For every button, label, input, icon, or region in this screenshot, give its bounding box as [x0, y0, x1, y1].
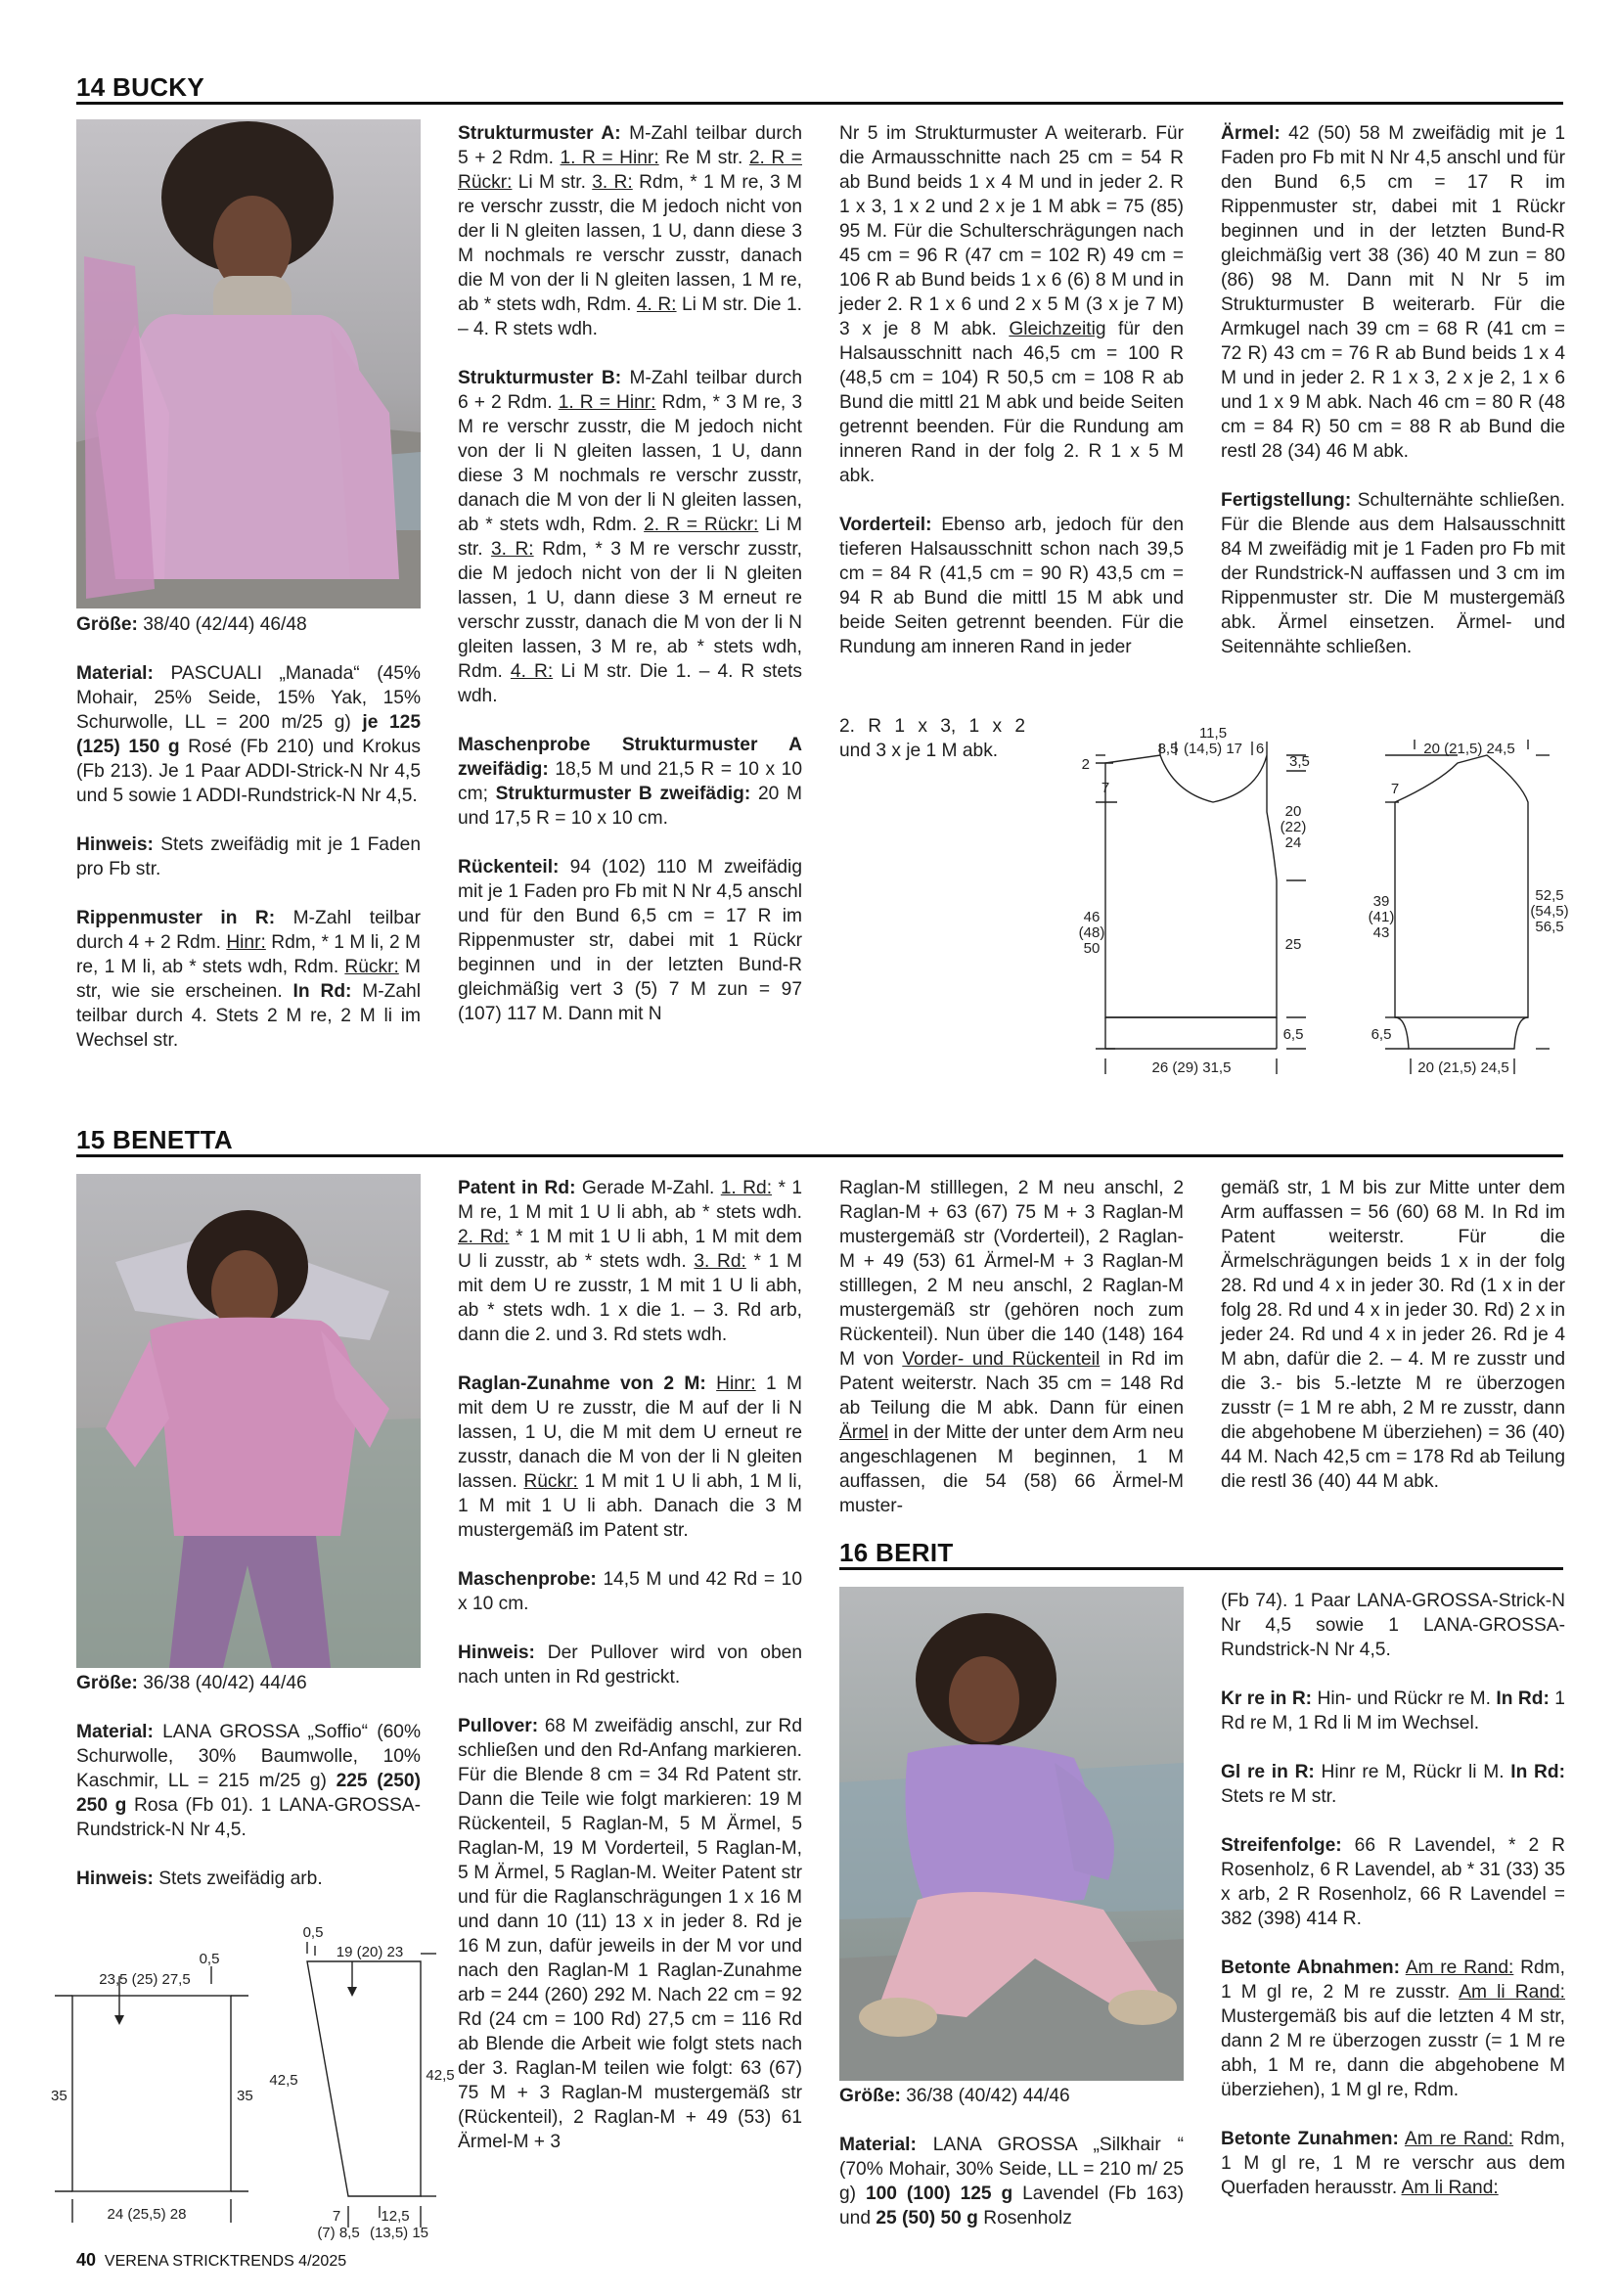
dim-right-65: 6,5 — [1282, 1026, 1304, 1043]
dim-body-05: 0,5 — [199, 1951, 220, 1967]
dim-neck: 11,5 — [1198, 725, 1228, 742]
text: 2. R = Rückr: — [644, 515, 759, 535]
back-piece — [458, 855, 802, 1026]
text: Rdm, * 1 M li, 2 M re, 1 M li, ab * stets wdh, Rdm. — [76, 932, 421, 977]
label: Gl re in R: — [1221, 1762, 1315, 1782]
gauge — [458, 733, 802, 831]
dim-sleeve-52: 52,5 — [1535, 887, 1564, 904]
text: 66 R Lavendel, * 2 R Rosenholz, 6 R Lavendel, ab * 31 (33) 35 x arb, 2 R Rosenholz, 66 R Lavendel = 382 (398) 414 R. — [1221, 1835, 1565, 1929]
text: 36/38 (40/42) 44/46 — [137, 1673, 307, 1693]
photo-woman-lavender-sweater — [839, 1587, 1184, 2081]
diagram-benetta-sleeve — [264, 1913, 460, 2245]
dim-body-left: 35 — [51, 2088, 67, 2104]
dim-body-right: 35 — [237, 2088, 253, 2104]
photo-berit — [839, 1587, 1184, 2081]
text: 68 M zweifädig anschl, zur Rd schließen und den Rd-Anfang markieren. Für die Blende 8 cm = 34 Rd Patent str. Dann die Teile wie folgt markieren: 19 M Rückenteil, 5 Raglan-M, 5 M Ärmel, 5 Raglan-M, 19 M Vorderteil, 5 Raglan-M, 5 M Ärmel, 5 Raglan-M. Weiter Patent str und für die Raglanschrägungen 1 x 16 M und dann 10 (11) 13 x in jeder 8. Rd je 16 M zun, dafür jeweils in der M vor und nach den Raglan-M 1 Raglan-Zunahme arb = 244 (260) 292 M. Nach 22 cm = 92 Rd (24 cm = 100 Rd) 27,5 cm = 116 Rd ab Blende die Arbeit wie folgt stets nach der 3. Raglan-M teilen wie folgt: 63 (67) 75 M + 3 Raglan-M mustergemäß str (Rückenteil), 2 Raglan-M + 49 (53) 61 Ärmel-M + 3 — [458, 1716, 802, 2152]
label: Pullover: — [458, 1716, 539, 1736]
page-footer — [76, 2250, 346, 2271]
text: 4. R: — [636, 294, 677, 315]
text: 1. R = Hinr: — [560, 148, 659, 168]
text: Ebenso arb, jedoch für den tieferen Halsausschnitt schon nach 39,5 cm = 84 R (41,5 cm = 90 R) 43,5 cm = 94 R ab Bund die mittl 15 M abk und beide Seiten getrennt beenden. Für die Rundung am inneren Rand in jeder — [839, 515, 1184, 657]
photo-woman-pink-raglan-sweater — [76, 1174, 421, 1668]
benetta-col-2 — [458, 1176, 802, 2154]
text: Der Pullover wird von oben nach unten in Rd gestrickt. — [458, 1643, 802, 1688]
bucky-col-1 — [76, 612, 421, 1053]
text: 1 M mit dem U re zusstr, die M auf der li N lassen, 1 U, die M mit dem U erneut re zusstr, danach die M von der li N gleiten lassen. — [458, 1373, 802, 1492]
text: Hinr re M, Rückr li M. — [1314, 1762, 1511, 1782]
text: 3. R: — [592, 172, 633, 193]
text: M-Zahl teilbar durch 6 + 2 Rdm. — [458, 368, 802, 413]
stripe-sequence — [1221, 1833, 1565, 1931]
label: Material: — [76, 1722, 154, 1742]
magazine-name: VERENA STRICKTRENDS 4/2025 — [104, 2253, 347, 2270]
label: Material: — [76, 663, 154, 684]
text: Stets zweifädig arb. — [153, 1868, 323, 1889]
text: M-Zahl teilbar durch 5 + 2 Rdm. — [458, 123, 803, 168]
text: Hin- und Rückr re M. — [1312, 1688, 1497, 1709]
berit-material — [839, 2133, 1184, 2230]
dim-sleeve-top: 19 (20) 23 — [336, 1944, 404, 1960]
bucky-rib-pattern — [76, 906, 421, 1053]
text: Stets re M str. — [1221, 1786, 1337, 1807]
text: Lavendel (Fb 163) und — [839, 2183, 1184, 2228]
dim-body-top: 23,5 (25) 27,5 — [99, 1971, 191, 1988]
label: Rippenmuster in R: — [76, 908, 276, 928]
dim-right-20: 20 — [1284, 803, 1302, 820]
text: PASCUALI „Manada“ (45% Mohair, 25% Seide, 15% Yak, 15% Schurwolle, LL = 200 m/25 g) — [76, 663, 421, 733]
benetta-gauge — [458, 1567, 802, 1616]
text: (Fb 74). 1 Paar LANA-GROSSA-Strick-N Nr 4,5 sowie 1 LANA-GROSSA-Rundstrick-N Nr 4,5. — [1221, 1591, 1565, 1660]
page-number: 40 — [76, 2250, 97, 2270]
text: Am re Rand: — [1404, 2129, 1514, 2149]
text: Rdm, * 3 M re verschr zusstr, die M jedoch nicht von der li N gleiten lassen, 1 U, dann diese 3 M erneut re verschr zusstr, danach die M von der li N gleiten lassen, 3 M re, ab * stets wdh, Rdm. — [458, 539, 802, 682]
dim-sleeve-top: 20 (21,5) 24,5 — [1423, 741, 1515, 757]
sleeve-shape — [307, 1961, 421, 2196]
text: Mustergemäß bis auf die letzten 4 M str, dann 2 M re überzogen zusstr (= 1 M re abh, 1 M re, dann die abgehobene M überziehen), 1 M gl re, Rdm. — [1221, 2006, 1565, 2100]
benetta-size — [76, 1671, 421, 1695]
increases — [1221, 2127, 1565, 2200]
text: Rdm, * 1 M re, 3 M re verschr zusstr, die M jedoch nicht von der li N gleiten lassen, 1 U, dann diese 3 M nochmals re verschr zusstr, danach die M von der li N gleiten lassen, 1 M re, ab * stets wdh, Rdm. — [458, 172, 803, 315]
dim-sleeve-05: 0,5 — [302, 1924, 324, 1941]
benetta-col-4 — [1221, 1176, 1565, 1494]
photo-bucky — [76, 119, 421, 608]
text: 25 (50) 50 g — [876, 2208, 978, 2228]
text: M str, wie sie erscheinen. — [76, 957, 421, 1002]
label: Fertigstellung: — [1221, 490, 1352, 511]
dim-right-25: 25 — [1284, 936, 1302, 953]
text: 1. R = Hinr: — [558, 392, 656, 413]
garter-stitch — [1221, 1687, 1565, 1735]
decreases — [1221, 1956, 1565, 2102]
benetta-col-1 — [76, 1671, 421, 1891]
text: Li M str. — [512, 172, 593, 193]
label: Material: — [839, 2135, 917, 2155]
label: Größe: — [839, 2086, 901, 2106]
text: 3. Rd: — [694, 1251, 746, 1272]
text: Rosenholz — [977, 2208, 1072, 2228]
text: * 1 M mit 1 U li abh, 1 M mit dem U li zusstr, ab * stets wdh. — [458, 1227, 802, 1272]
benetta-material — [76, 1720, 421, 1842]
front-piece — [839, 513, 1184, 659]
benetta-col-3 — [839, 1176, 1184, 1518]
dim-bottom: 26 (29) 31,5 — [1151, 1059, 1232, 1076]
text: Strukturmuster B zweifädig: — [495, 784, 751, 804]
benetta-hint — [76, 1867, 421, 1891]
dim-body-bottom: 24 (25,5) 28 — [107, 2206, 187, 2223]
dim-sleeve-39: 39 — [1372, 893, 1390, 910]
text: * 1 M re, 1 M mit 1 U li abh, ab * stets wdh. — [458, 1178, 802, 1223]
photo-woman-pink-sweater — [76, 119, 421, 608]
text: 100 (100) 125 g — [865, 2183, 1013, 2204]
dim-left-46: 46 — [1083, 909, 1101, 925]
pullover-cont — [839, 1176, 1184, 1518]
dim-sleeve-left: 42,5 — [269, 2072, 298, 2089]
dim-right-35: 3,5 — [1289, 753, 1310, 770]
bucky-col-3-tail — [839, 714, 1025, 763]
dim-left-50: 50 — [1083, 940, 1101, 957]
text: und 3 x je 1 M abk. — [839, 741, 999, 761]
text: in Rd im Patent weiterstr. Nach 35 cm = 148 Rd ab Teilung die M abk. Dann für einen — [839, 1349, 1184, 1418]
text: 20 M und 17,5 R = 10 x 10 cm. — [458, 784, 802, 829]
section-title-15: 15 BENETTA — [76, 1125, 233, 1154]
section-title-16: 16 BERIT — [839, 1538, 954, 1567]
bucky-col-2 — [458, 121, 802, 1026]
text: 94 (102) 110 M zweifädig mit je 1 Faden pro Fb mit N Nr 4,5 anschl und für den Bund 6,5 cm = 17 R im Rippenmuster str, dabei mit 1 Rückr beginnen und in der letzten Bund-R gleichmäßig vert 3 (5) 7 M zun = 97 (107) 117 M. Dann mit N — [458, 857, 802, 1024]
text: Am li Rand: — [1459, 1982, 1565, 2003]
text: 36/38 (40/42) 44/46 — [900, 2086, 1070, 2106]
pattern-b — [458, 366, 802, 708]
text: je 125 (125) 150 g — [76, 712, 421, 757]
text: 2. R 1 x 3, 1 x 2 — [839, 716, 1025, 737]
dim-sleeve-b1: 7 — [332, 2208, 341, 2225]
text: M-Zahl teilbar durch 4. Stets 2 M re, 2 M li im Wechsel str. — [76, 981, 421, 1051]
text: 2. R = Rückr: — [458, 148, 802, 193]
text: 14,5 M und 42 Rd = 10 x 10 cm. — [458, 1569, 802, 1614]
text: LANA GROSSA „Soffio“ (60% Schurwolle, 30% Baumwolle, 10% Kaschmir, LL = 215 m/25 g) — [76, 1722, 421, 1791]
text: in der Mitte der unter dem Arm neu angeschlagenen M beginnen, 1 M auffassen, die 54 (58) 66 Ärmel-M muster- — [839, 1422, 1184, 1516]
dim-sleeve-bottom: 20 (21,5) 24,5 — [1417, 1059, 1509, 1076]
bucky-col-4 — [1221, 121, 1565, 659]
dim-sleeve-43: 43 — [1372, 924, 1390, 941]
section-rule-16 — [839, 1567, 1563, 1570]
berit-col-3 — [839, 2084, 1184, 2230]
text: In Rd: — [292, 981, 352, 1002]
dim-sleeve-b2: 12,5 — [381, 2208, 410, 2225]
text: für den Halsausschnitt nach 46,5 cm = 100 R (48,5 cm = 104) R 50,5 cm = 108 R ab Bund die mittl 21 M abk und beide Seiten getrennt beenden. Für die Rundung am inneren Rand in der folg 2. R 1 x 5 M abk. — [839, 319, 1184, 486]
dim-sleeve-right: 42,5 — [426, 2067, 455, 2084]
text: M-Zahl teilbar durch 4 + 2 Rdm. — [76, 908, 421, 953]
text: * 1 M mit dem U re zusstr, 1 M mit 1 U li abh, ab * stets wdh. 1 x die 1. – 3. Rd arb, dann die 2. und 3. Rd stets wdh. — [458, 1251, 802, 1345]
text: In Rd: — [1510, 1762, 1565, 1782]
label: Hinweis: — [458, 1643, 535, 1663]
label: Strukturmuster A: — [458, 123, 621, 144]
diagram-bucky-sleeve — [1340, 704, 1569, 1096]
dim-left-7: 7 — [1101, 780, 1110, 796]
section-rule-14 — [76, 102, 1563, 105]
text: 38/40 (42/44) 46/48 — [137, 614, 307, 635]
section-rule-15 — [76, 1154, 1563, 1157]
text: 1. Rd: — [720, 1178, 773, 1198]
section-title-14: 14 BUCKY — [76, 72, 204, 102]
text: Hinr: — [226, 932, 266, 953]
label: Größe: — [76, 1673, 138, 1693]
text: Re M str. — [658, 148, 749, 168]
dim-sleeve-65: 6,5 — [1371, 1026, 1392, 1043]
text: Schulternähte schließen. Für die Blende aus dem Halsausschnitt 84 M zweifädig mit je 1 Faden pro Fb mit der Rundstrick-N auffassen und 3 cm im Rippenmuster str. Die M mustergemäß abk. Ärmel einsetzen. Ärmel- und Seitennähte schließen. — [1221, 490, 1565, 657]
text: Li M str. — [458, 515, 803, 560]
dim-left-2: 2 — [1081, 756, 1090, 773]
dim-top-right: 6 — [1255, 741, 1265, 757]
sleeve-cont — [1221, 1176, 1565, 1494]
berit-size — [839, 2084, 1184, 2108]
text: Rosa (Fb 01). 1 LANA-GROSSA-Rundstrick-N Nr 4,5. — [76, 1795, 421, 1840]
label: Hinweis: — [76, 834, 154, 855]
dim-sleeve-56: 56,5 — [1535, 919, 1564, 935]
text: Rdm, 1 M gl re, 1 M re verschr aus dem Querfaden herausstr. — [1221, 2129, 1565, 2198]
label: Kr re in R: — [1221, 1688, 1313, 1709]
text: Rdm, * 3 M re, 3 M re verschr zusstr, die M jedoch nicht von der li N gleiten lassen, 1 U, dann diese 3 M nochmals re verschr zusstr, danach die M von der li N gleiten lassen, ab * stets wdh, Rdm. — [458, 392, 802, 535]
diagram-bucky-body — [1066, 704, 1310, 1096]
pattern-a — [458, 121, 802, 341]
body-outline — [1105, 755, 1277, 1017]
text: Gleichzeitig — [1009, 319, 1106, 339]
photo-benetta — [76, 1174, 421, 1668]
dim-right-24: 24 — [1284, 834, 1302, 851]
text: LANA GROSSA „Silkhair “ (70% Mohair, 30% Seide, LL = 210 m/ 25 g) — [839, 2135, 1184, 2204]
dim-sleeve-b4: (13,5) 15 — [369, 2225, 429, 2241]
label: Streifenfolge: — [1221, 1835, 1342, 1856]
patent-round — [458, 1176, 802, 1347]
label: Größe: — [76, 614, 138, 635]
text: Stets zweifädig mit je 1 Faden pro Fb str. — [76, 834, 421, 879]
bucky-material — [76, 661, 421, 808]
raglan-increase — [458, 1372, 802, 1543]
text: Li M str. Die 1. – 4. R stets wdh. — [458, 294, 803, 339]
label: Rückenteil: — [458, 857, 560, 878]
dim-left-48: (48) — [1078, 924, 1105, 941]
text: Gerade M-Zahl. — [575, 1178, 721, 1198]
label: Vorderteil: — [839, 515, 932, 535]
text: Am li Rand: — [1401, 2178, 1499, 2198]
sleeve-outline — [1395, 755, 1528, 1049]
text: In Rd: — [1496, 1688, 1550, 1709]
text: Li M str. Die 1. – 4. R stets wdh. — [458, 661, 802, 706]
text: 42 (50) 58 M zweifädig mit je 1 Faden pro Fb mit N Nr 4,5 anschl und für den Bund 6,5 cm = 17 R im Rippenmuster str, dabei mit 1 Rückr beginnen und in der letzten Bund-R gleichmäßig vert 38 (36) 40 M zun = 80 (86) 98 M. Dann mit N Nr 5 im Strukturmuster B weiterarb. Für die Armkugel nach 39 cm = 68 R (41 cm = 72 R) 43 cm = 76 R ab Bund beids 1 x 4 M und in jeder 2. R 1 x 3, 2 x je 2, 1 x 6 und 1 x 9 M abk. Nach 46 cm = 80 R (48 cm = 84 R) 50 cm = 88 R ab Bund die restl 28 (34) 46 M abk. — [1221, 123, 1565, 462]
label: Maschenprobe Strukturmuster A zweifädig: — [458, 735, 802, 780]
dim-sleeve-54: (54,5) — [1530, 903, 1569, 920]
back-piece-cont — [839, 121, 1184, 488]
dim-sleeve-b3: (7) 8,5 — [317, 2225, 360, 2241]
bucky-size — [76, 612, 421, 637]
text: Rückr: — [344, 957, 399, 977]
text: 2. Rd: — [458, 1227, 510, 1247]
dim-right-22: (22) — [1280, 819, 1307, 835]
text: Ärmel — [839, 1422, 889, 1443]
diagram-benetta-body — [45, 1947, 262, 2235]
text: 225 (250) 250 g — [76, 1771, 421, 1816]
text: Rückr: — [523, 1471, 578, 1492]
dim-sleeve-7: 7 — [1390, 781, 1400, 797]
text: Rdm, 1 M gl re, 2 M re zusstr. — [1221, 1958, 1565, 2003]
text: 1 M mit 1 U li abh, 1 M li, 1 M mit 1 U li abh. Danach die 3 M mustergemäß im Patent str. — [458, 1471, 802, 1541]
label: Hinweis: — [76, 1868, 154, 1889]
dim-shoulder: 8,5 — [1157, 741, 1179, 757]
label: Betonte Zunahmen: — [1221, 2129, 1399, 2149]
pullover — [458, 1714, 802, 2154]
berit-needles — [1221, 1589, 1565, 1662]
text: 1 Rd re M, 1 Rd li M im Wechsel. — [1221, 1688, 1565, 1733]
bucky-hint — [76, 833, 421, 881]
stockinette — [1221, 1760, 1565, 1809]
text: 3. R: — [491, 539, 534, 560]
finishing — [1221, 488, 1565, 659]
text: Am re Rand: — [1405, 1958, 1514, 1978]
text: gemäß str, 1 M bis zur Mitte unter dem Arm auffassen = 56 (60) 68 M. In Rd im Patent weiterstr. Für die Ärmelschrägungen beids 1 x in der folg 28. Rd und 4 x in jeder 30. Rd (1 x in der folg 28. Rd und 4 x in jeder 30. Rd) 2 x in jeder 24. Rd und 4 x in jeder 26. Rd je 4 M abn, dafür die 2. – 4. M re zusstr und die 3.- bis 5.-letzte M re überzogen zusstr (= 1 M re abh, 2 M re zusstr, dann die abgehobene M überziehen) = 36 (40) 44 M. Nach 42,5 cm = 178 Rd ab Teilung die restl 36 (40) 44 M abk. — [1221, 1178, 1565, 1492]
text: 18,5 M und 21,5 R = 10 x 10 cm; — [458, 759, 802, 804]
label: Betonte Abnahmen: — [1221, 1958, 1401, 1978]
dim-neck-width: (14,5) 17 — [1183, 741, 1243, 757]
body-rect — [72, 1996, 231, 2191]
label: Strukturmuster B: — [458, 368, 622, 388]
sleeve — [1221, 121, 1565, 464]
benetta-note — [458, 1641, 802, 1689]
berit-col-4 — [1221, 1589, 1565, 2200]
text: Raglan-M stilllegen, 2 M neu anschl, 2 Raglan-M + 63 (67) 75 M + 3 Raglan-M mustergemäß str (Vorderteil), 2 Raglan-M + 49 (53) 61 Ärmel-M + 3 Raglan-M stilllegen, 2 M neu anschl, 2 Raglan-M mustergemäß str (gehören noch zum Rückenteil). Nun über die 140 (148) 164 M von — [839, 1178, 1184, 1370]
label: Maschenprobe: — [458, 1569, 597, 1590]
text: Nr 5 im Strukturmuster A weiterarb. Für die Armausschnitte nach 25 cm = 54 R ab Bund beids 1 x 4 M und in jeder 2. R 1 x 3, 1 x 2 und 2 x je 1 M abk = 75 (85) 95 M. Für die Schulterschrägungen nach 45 cm = 96 R (47 cm = 102 R) 49 cm = 106 R ab Bund beids 1 x 6 (6) 8 M und in jeder 2. R 1 x 6 und 2 x 5 M (3 x je 7 M) 3 x je 8 M abk. — [839, 123, 1184, 339]
bucky-col-3 — [839, 121, 1184, 659]
text: Hinr: — [716, 1373, 756, 1394]
text: Vorder- und Rückenteil — [902, 1349, 1101, 1370]
text: 4. R: — [510, 661, 554, 682]
text: Rosé (Fb 210) und Krokus (Fb 213). Je 1 Paar ADDI-Strick-N Nr 4,5 und 5 sowie 1 ADDI-Rundstrick-N Nr 4,5. — [76, 737, 421, 806]
dim-sleeve-41: (41) — [1368, 909, 1395, 925]
label: Patent in Rd: — [458, 1178, 576, 1198]
label: Ärmel: — [1221, 123, 1281, 144]
label: Raglan-Zunahme von 2 M: — [458, 1373, 706, 1394]
